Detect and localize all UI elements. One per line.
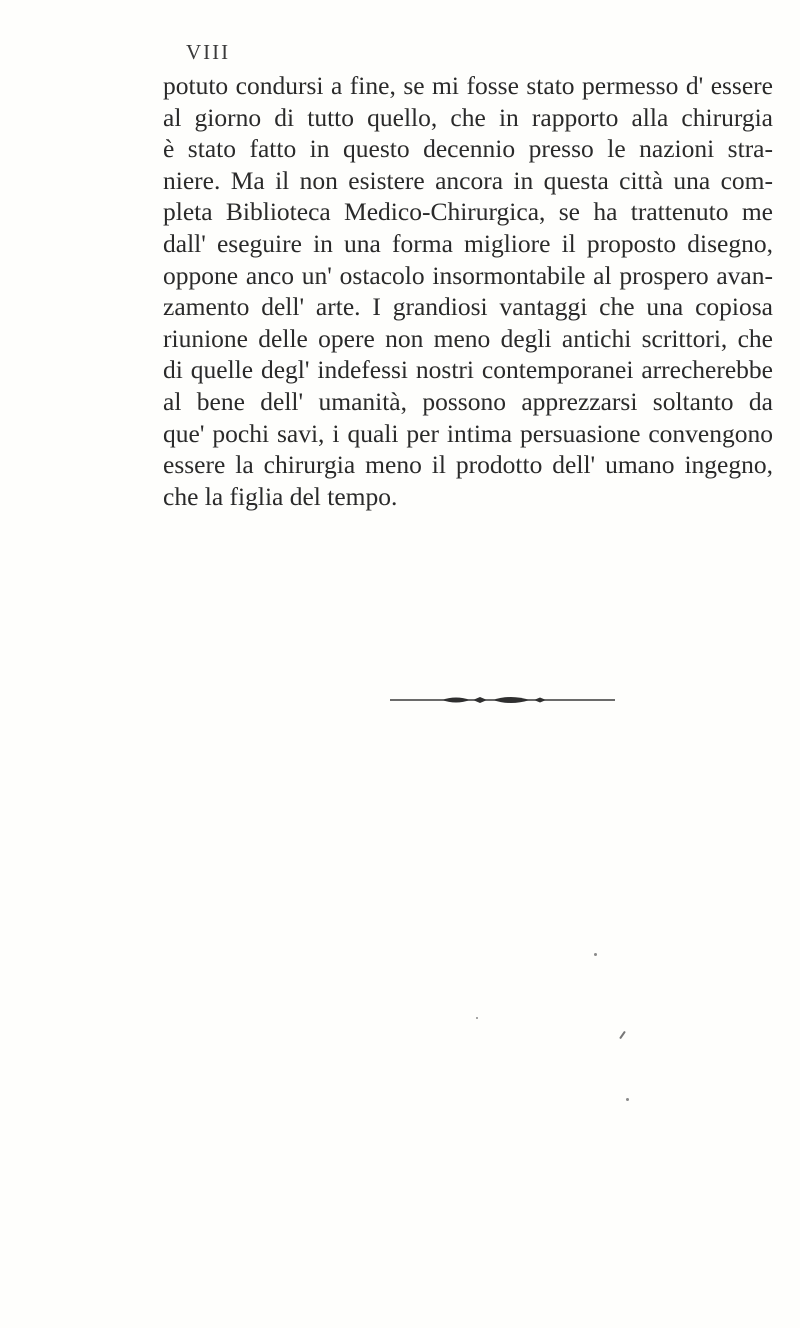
ink-speck [619, 1031, 626, 1040]
text-line: dall' eseguire in una forma migliore il proposto disegno, [163, 228, 773, 258]
text-line: essere la chirurgia meno il prodotto dell' umano ingegno, [163, 450, 773, 480]
text-line: que' pochi savi, i quali per intima persuasione convengono [163, 418, 773, 448]
text-line: che la figlia del tempo. [163, 481, 398, 511]
text-line: è stato fatto in questo decennio presso le nazioni stra- [163, 134, 773, 164]
ink-speck [476, 1017, 478, 1019]
text-line: potuto condursi a fine, se mi fosse stato permesso d' essere [163, 71, 773, 100]
text-line: niere. Ma il non esistere ancora in questa città una com- [163, 165, 773, 195]
text-line: al bene dell' umanità, possono apprezzarsi soltanto da [163, 386, 773, 416]
page-number: VIII [186, 40, 231, 64]
ornamental-rule [390, 694, 615, 706]
text-line: oppone anco un' ostacolo insormontabile al prospero avan- [163, 260, 773, 290]
text-line: riunione delle opere non meno degli antichi scrittori, che [163, 323, 773, 353]
text-line: pleta Biblioteca Medico-Chirurgica, se ha trattenuto me [163, 197, 773, 227]
text-line: di quelle degl' indefessi nostri contemporanei arrecherebbe [163, 355, 773, 385]
ink-speck [626, 1098, 629, 1101]
text-line: zamento dell' arte. I grandiosi vantaggi che una copiosa [163, 292, 773, 322]
ink-speck [594, 953, 597, 956]
text-line: al giorno di tutto quello, che in rapporto alla chirurgia [163, 102, 773, 132]
body-text [163, 70, 773, 512]
